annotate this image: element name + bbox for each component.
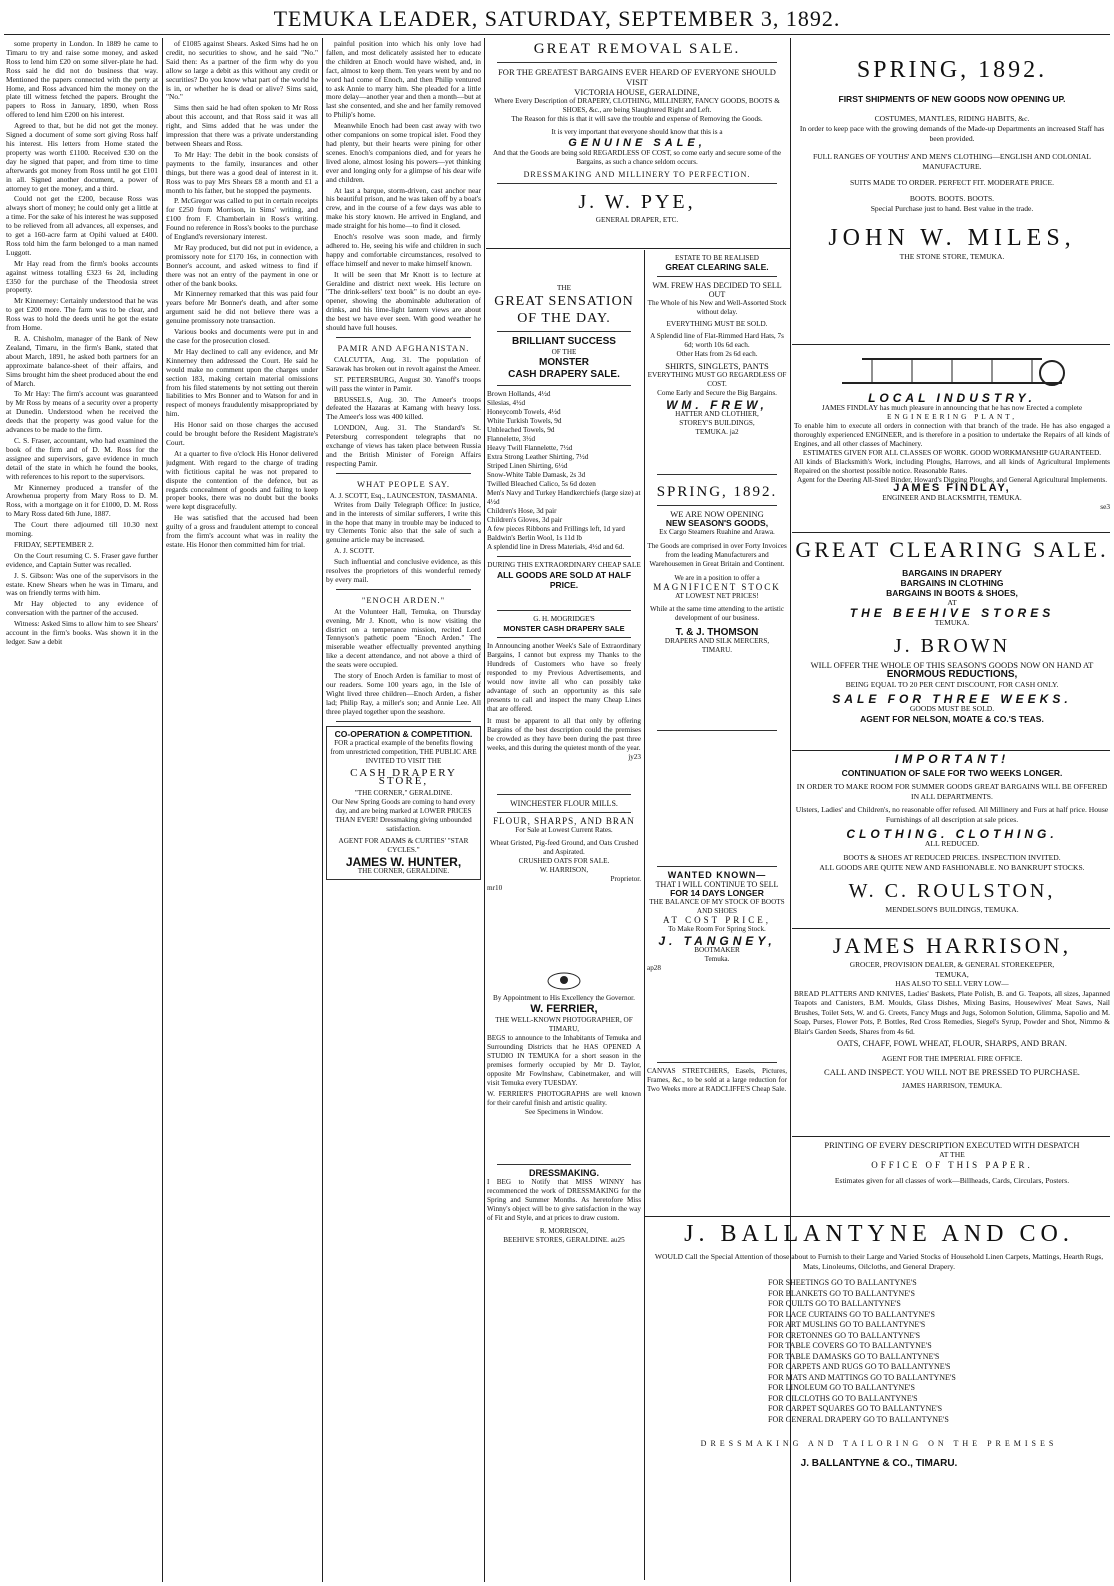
paragraph: ST. PETERSBURG, August 30. Yanoff's troops will pass the winter in Pamir.: [326, 374, 481, 393]
frew-l10: STOREY'S BUILDINGS,: [679, 419, 755, 427]
removal-l5: It is very important that everyone should know that this is a: [551, 128, 723, 136]
sensation-ad: [487, 254, 641, 604]
people-heading: WHAT PEOPLE SAY.: [356, 478, 451, 489]
findlay-ad: [794, 348, 1110, 528]
paragraph: To Mr Hay: The firm's account was guaranteed by Mr Ross by means of a security over a property at Dunedin. Understood when he received the deeds that the property was good value for the advances to be made to the firm.: [6, 389, 158, 435]
brown-store: THE BEEHIVE STORES: [849, 606, 1055, 620]
frew-l11: TEMUKA. ja2: [695, 428, 739, 436]
frew-l7: EVERYTHING MUST GO REGARDLESS OF COST.: [647, 371, 787, 388]
findlay-code: se3: [1100, 502, 1110, 511]
miles-sub: THE STONE STORE, TEMUKA.: [899, 252, 1005, 261]
ballantyne-list-item: FOR TABLE DAMASKS GO TO BALLANTYNE'S: [768, 1351, 940, 1361]
royal-crest-icon: [544, 969, 584, 991]
harrison-l3: HAS ALSO TO SELL VERY LOW—: [895, 979, 1009, 988]
coop-title: CO-OPERATION & COMPETITION.: [334, 728, 473, 739]
winchester-title: WINCHESTER FLOUR MILLS.: [510, 799, 618, 808]
paragraph: Such influential and conclusive evidence, as this resolves the proprietors of this wonderful remedy by every mail.: [326, 557, 481, 584]
coop-cash: CASH DRAPERY STORE,: [350, 766, 457, 788]
paragraph: Sims then said he had often spoken to Mr Ross about this account, and that Ross said it was all right, and Sims added that he was under the impression that there was a private understanding between Shears and Ross.: [166, 103, 318, 148]
paragraph: FRIDAY, SEPTEMBER 2.: [14, 539, 94, 549]
brown-b1: BARGAINS IN DRAPERY: [902, 568, 1002, 578]
divider-rule: [792, 344, 1110, 345]
frew-name: WM. FREW,: [666, 398, 768, 412]
thomson-title: SPRING, 1892.: [656, 484, 778, 500]
price-list-item: Men's Navy and Turkey Handkerchiefs (large size) at 4½d: [487, 489, 641, 506]
tangney-name: J. TANGNEY,: [658, 934, 776, 948]
price-list-item: White Turkish Towels, 9d: [487, 417, 562, 425]
divider-rule: [792, 750, 1110, 751]
findlay-l4: ESTIMATES GIVEN FOR ALL CLASSES OF WORK. GOOD WORKMANSHIP GUARANTEED.: [802, 448, 1102, 457]
price-list-item: Brown Hollands, 4½d: [487, 390, 551, 398]
ballantyne-sub: J. BALLANTYNE & CO., TIMARU.: [800, 1458, 958, 1469]
divider: [336, 337, 471, 338]
harrison-name: JAMES HARRISON,: [832, 933, 1072, 958]
price-list-item: Striped Linen Shirting, 6½d: [487, 462, 568, 470]
removal-name: J. W. PYE,: [578, 191, 696, 213]
price-list-item: A few pieces Ribbons and Frillings left, 1d yard: [487, 525, 625, 533]
price-list-item: Honeycomb Towels, 4½d: [487, 408, 561, 416]
paragraph: Mr Ray produced, but did not put in evidence, a promissory note for £170 16s, in connection with Bonner's account, and asked witness to find if there was not an entry of the payment in one or other of the bank books.: [166, 242, 318, 288]
divider: [657, 276, 777, 277]
printing-l3: OFFICE OF THIS PAPER.: [871, 1160, 1033, 1170]
price-list-item: Unbleached Towels, 9d: [487, 426, 555, 434]
ballantyne-list-item: FOR SHEETINGS GO TO BALLANTYNE'S: [768, 1278, 917, 1287]
news-column-1: [6, 40, 158, 1580]
paragraph: On the Court resuming C. S. Fraser gave further evidence, and Captain Sutter was recalled.: [6, 550, 158, 569]
tangney-l3: THE BALANCE OF MY STOCK OF BOOTS AND SHOES: [649, 898, 785, 915]
paragraph: Mr Kinnerney remarked that this was paid four years before Mr Bonner's death, and after some argument said he did not believe there was a genuine promissory note transaction.: [166, 289, 318, 326]
ballantyne-list-item: FOR CARPETS AND RUGS GO TO BALLANTYNE'S: [768, 1362, 951, 1371]
news-column-3: [326, 40, 481, 1580]
winchester-role: Proprietor.: [610, 875, 641, 883]
divider: [336, 589, 471, 590]
winchester-name: W. HARRISON,: [539, 866, 589, 874]
divider: [657, 1062, 777, 1063]
sensation-title: GREAT SENSATION OF THE DAY.: [494, 294, 634, 326]
ferrier-appt: By Appointment to His Excellency the Governor.: [493, 994, 635, 1002]
miles-l4: FULL RANGES OF YOUTHS' AND MEN'S CLOTHING—ENGLISH AND COLONIAL MANUFACTURE.: [812, 152, 1092, 171]
people-sub: A. J. SCOTT, Esq., LAUNCESTON, TASMANIA.: [329, 491, 478, 500]
ballantyne-list-item: FOR CRETONNES GO TO BALLANTYNE'S: [768, 1330, 921, 1340]
miles-ad: [794, 40, 1110, 340]
coop-addr: THE CORNER, GERALDINE.: [357, 867, 450, 876]
thomson-l3: Ex Cargo Steamers Ruahine and Arawa.: [659, 528, 775, 536]
miles-l6: BOOTS. BOOTS. BOOTS.: [909, 194, 995, 203]
harrison-l5: OATS, CHAFF, FOWL WHEAT, FLOUR, SHARPS, AND BRAN.: [837, 1038, 1067, 1048]
mogridge-sale: MONSTER CASH DRAPERY SALE: [503, 624, 625, 633]
divider: [497, 62, 777, 63]
harrison-l4: BREAD PLATTERS AND KNIVES, Ladies' Baskets, Plate Polish, B. and G. Teapots, all sizes, Japanned Teapots and Canisters, B.M. Moulds, Glass Dishes, Mixing Basins, Housewives' Meat Saws, Nail Brushes, Toilet Sets, W. and G. Creets, Fancy Mugs and Jugs, Solomon Solution, Glimma, Sapolio and M. Soap, Purses, Flower Pots, P. Bottles, Red Cross Remedies, Siegel's Syrup, Powder and Shot, Nimmo & Blair's Garden Seeds, Shares from 4s 6d.: [794, 988, 1110, 1036]
removal-ad: [487, 40, 787, 246]
frew-l4: A Splendid line of Flat-Rimmed Hard Hats, 7s 6d; worth 10s 6d each.: [650, 332, 784, 349]
news-column-2: [166, 40, 318, 1580]
canvas-text: CANVAS STRETCHERS, Easels, Pictures, Frames, &c., to be sold at a large reduction for Two Weeks more at RADCLIFFE'S Cheap Sale.: [647, 1067, 787, 1093]
paragraph: R. A. Chisholm, manager of the Bank of New Zealand, Timaru, in the firm's Bank, stated that about March, 1891, he asked both partners for an approximate balance-sheet of their affairs, and Sims brought him the sheet produced about the end of March.: [6, 334, 158, 388]
ferrier-see: See Specimens in Window.: [524, 1108, 604, 1116]
coop-ad: [326, 726, 481, 881]
brown-ad: [794, 536, 1110, 746]
findlay-l3: To enable him to execute all orders in connection with that branch of the trade. He has also engaged a thoroughly experienced ENGINEER, and is therefore in a position to undertake the Repairs of all kinds of Engines, and all other classes of Machinery.: [794, 421, 1110, 448]
ballantyne-ad: [648, 1220, 1110, 1580]
removal-title: GREAT REMOVAL SALE.: [533, 41, 741, 57]
paragraph: Mr Kinnerney: Certainly understood that he was to get £200 more. The farm was to be clear, and Ross was to hold the deeds until he got the estate from Home.: [6, 296, 158, 333]
printing-l4: Estimates given for all classes of work—Billheads, Cards, Circulars, Posters.: [834, 1176, 1070, 1185]
paragraph: Witness: Asked Sims to allow him to see Shears' account in the firm's books. Was shown it in the ledger. Saw a debit: [6, 619, 158, 646]
frew-l2: The Whole of his New and Well-Assorted Stock without delay.: [647, 299, 787, 316]
paragraph: CALCUTTA, Aug. 31. The population of Sarawak has broken out in revolt against the Ameer.: [326, 354, 481, 373]
divider: [497, 610, 631, 611]
printing-l1: PRINTING OF EVERY DESCRIPTION EXECUTED WITH DESPATCH: [824, 1140, 1080, 1150]
ballantyne-list-item: FOR BLANKETS GO TO BALLANTYNE'S: [768, 1288, 915, 1298]
findlay-l6: Agent for the Deering All-Steel Binder, Howard's Digging Ploughs, and General Agricultural Implements.: [796, 475, 1108, 484]
frew-l8: Come Early and Secure the Big Bargains.: [657, 389, 777, 397]
roulston-l2: IN ORDER TO MAKE ROOM FOR SUMMER GOODS GREAT BARGAINS WILL BE OFFERED IN ALL DEPARTMENTS.: [796, 782, 1108, 801]
frew-head: ESTATE TO BE REALISED: [674, 254, 759, 262]
thomson-name: T. & J. THOMSON: [675, 627, 759, 638]
removal-l1: FOR THE GREATEST BARGAINS EVER HEARD OF EVERYONE SHOULD VISIT: [498, 67, 776, 87]
sensation-cash: CASH DRAPERY SALE.: [508, 369, 620, 380]
thomson-ad: [647, 470, 787, 720]
miles-l7: Special Purchase just to hand. Best value in the trade.: [870, 204, 1034, 213]
coop-agent: AGENT FOR ADAMS & CURTIES' "STAR CYCLES.": [338, 837, 469, 855]
frew-l1: WM. FREW HAS DECIDED TO SELL OUT: [652, 281, 782, 299]
roulston-ad: [794, 754, 1110, 924]
paragraph: Meanwhile Enoch had been cast away with two other companions on some tropical islet. Food they had plenty, but their hearts were pining for other scenes. Enoch's companions died, and for years he lived alone, almost losing his powers—yet thinking ever and longing only for a glimpse of his dear wife and children.: [326, 121, 481, 184]
divider: [497, 331, 631, 332]
ferrier-ad: [487, 966, 641, 1158]
coop-text: FOR a practical example of the benefits flowing from unrestricted competition, THE PUBLIC ARE INVITED TO VISIT THE: [330, 738, 477, 765]
mogridge-body: In Announcing another Week's Sale of Extraordinary Bargains, I cannot but express my Thanks to the Hundreds of Customers who have so freely responded to my Previous Advertisements, and would now invite all who can possibly take advantage of such an opportunity as this sale presents to call and inspect the many Cheap Lines that are offered.: [487, 642, 641, 713]
paragraph: A. J. SCOTT.: [334, 546, 375, 556]
price-list-item: Baldwin's Berlin Wool, 1s 11d lb: [487, 534, 582, 542]
price-list-item: Extra Strong Leather Shirting, 7½d: [487, 453, 589, 461]
removal-l6: And that the Goods are being sold REGARDLESS OF COST, so come early and secure some of the Bargains, as such a chance seldom occurs.: [492, 149, 782, 166]
tangney-l2: FOR 14 DAYS LONGER: [670, 888, 764, 898]
divider: [657, 866, 777, 867]
winchester-l4: CRUSHED OATS FOR SALE.: [518, 857, 610, 865]
sensation-brilliant: BRILLIANT SUCCESS: [512, 336, 616, 347]
ballantyne-list-item: FOR TABLE COVERS GO TO BALLANTYNE'S: [768, 1341, 932, 1350]
sensation-during: DURING THIS EXTRAORDINARY CHEAP SALE: [487, 561, 641, 569]
harrison-ad: [794, 932, 1110, 1132]
brown-at: AT: [947, 598, 957, 607]
frew-l6: SHIRTS, SINGLETS, PANTS: [665, 361, 769, 371]
price-list-item: Heavy Twill Flannelette, 7½d: [487, 444, 573, 452]
brown-l6: AGENT FOR NELSON, MOATE & CO.'S TEAS.: [860, 714, 1044, 724]
paragraph: BRUSSELS, Aug. 30. The Ameer's troops defeated the Hazaras at Kamang with heavy loss. The Ameer's loss was 400 killed.: [326, 394, 481, 422]
price-list-item: Snow-White Table Damask, 2s 3d: [487, 471, 586, 479]
ballantyne-l2: DRESSMAKING AND TAILORING ON THE PREMISES: [700, 1439, 1058, 1448]
frew-l3: EVERYTHING MUST BE SOLD.: [666, 320, 768, 328]
divider: [497, 812, 631, 813]
paragraph: C. S. Fraser, accountant, who had examined the book of the firm and of D. M. Ross for the assignee and supervisors, gave evidence in much detail of the state in which he found the books, with references to his report to the supervisors.: [6, 435, 158, 481]
roulston-name: W. C. ROULSTON,: [848, 880, 1056, 902]
divider: [497, 556, 631, 557]
price-list-item: Children's Hose, 3d pair: [487, 507, 557, 515]
divider-rule: [792, 928, 1110, 929]
roulston-l6: BOOTS & SHOES AT REDUCED PRICES. INSPECTION INVITED.: [843, 853, 1061, 862]
ferrier-photos: W. FERRIER'S PHOTOGRAPHS are well known for their careful finish and artistic quality.: [487, 1090, 641, 1107]
paragraph: Various books and documents were put in and the case for the prosecution closed.: [166, 327, 318, 345]
miles-name: JOHN W. MILES,: [828, 225, 1076, 251]
paragraph: Mr Hay read from the firm's books accounts against witness totalling £323 6s 2d, including £350 for the purchase of the Theodosia street property.: [6, 258, 158, 295]
divider: [336, 721, 471, 722]
sensation-monster: MONSTER: [539, 357, 589, 368]
ballantyne-list-item: FOR OILCLOTHS GO TO BALLANTYNE'S: [768, 1393, 918, 1403]
mogridge-ad: [487, 606, 641, 786]
mogridge-body2: It must be apparent to all that only by offering Bargains of the best description could the premises be crowded as they have been during the past three weeks, and this during the quietest month of the year.: [487, 717, 641, 752]
thomson-l10: TIMARU.: [701, 646, 733, 654]
miles-l1: FIRST SHIPMENTS OF NEW GOODS NOW OPENING UP.: [838, 94, 1066, 104]
harrison-l7: CALL AND INSPECT. YOU WILL NOT BE PRESSED TO PURCHASE.: [824, 1067, 1080, 1077]
paragraph: It will be seen that Mr Knott is to lecture at Geraldine and district next week. His lecture on "The drink-sellers' text book" is no doubt an eye-opener, showing the abominable adulteration of drinks, and his lime-light lantern views are about the best we have ever seen. With good weather he should have full houses.: [326, 269, 481, 333]
findlay-l1: JAMES FINDLAY has much pleasure in announcing that he has now Erected a complete: [821, 403, 1083, 412]
ballantyne-list-item: FOR MATS AND MATTINGS GO TO BALLANTYNE'S: [768, 1372, 956, 1382]
canvas-ad: [647, 1058, 787, 1118]
harrison-l8: JAMES HARRISON, TEMUKA.: [901, 1080, 1003, 1090]
price-list-item: Silesias, 4½d: [487, 399, 526, 407]
paragraph: At last a barque, storm-driven, cast anchor near his beautiful prison, and he was taken off by a boat's crew, and in the course of a few days was able to make his story known. He arrived in England, and made straight for his home—to find it closed.: [326, 185, 481, 231]
tangney-l1: THAT I WILL CONTINUE TO SELL: [655, 880, 779, 889]
ballantyne-name: J. BALLANTYNE AND CO.: [684, 1221, 1074, 1247]
divider: [497, 183, 777, 184]
ballantyne-list-item: FOR CARPET SQUARES GO TO BALLANTYNE'S: [768, 1404, 943, 1413]
thomson-l1: WE ARE NOW OPENING: [670, 509, 764, 519]
coop-body: Our New Spring Goods are coming to hand every day, and are being marked at LOWER PRICES THAN EVER! Dressmaking giving unbounded satisfaction.: [332, 798, 475, 834]
tangney-ad: [647, 862, 787, 1052]
paragraph: The story of Enoch Arden is familiar to most of our readers. Some 100 years ago, in the Isle of Wight lived three children—Enoch Arden, a fisher lad; Philip Ray, a miller's son; and Annie Lee. All three played together upon the seashore.: [326, 671, 481, 716]
divider-rule: [486, 248, 790, 249]
removal-l7: DRESSMAKING AND MILLINERY TO PERFECTION.: [523, 170, 751, 179]
mogridge-name: G. H. MOGRIDGE'S: [533, 615, 595, 623]
ballantyne-list: [768, 1278, 1110, 1425]
paragraph: At a quarter to five o'clock His Honor delivered judgment. With regard to the charge of trading with fictitious capital he was not prepared to dispute the contention of the defence, but as regards concealment of goods and failing to keep proper books, there was no doubt but the books were kept disgracefully.: [166, 448, 318, 512]
divider: [497, 794, 631, 795]
tangney-code: ap28: [647, 964, 661, 972]
ferrier-name: W. FERRIER,: [530, 1003, 598, 1015]
sensation-of: OF THE: [551, 348, 577, 356]
paragraph: Mr Kinnerney produced a transfer of the Arowhenua property from Mary Ross to D. M. Ross, with a mortgage on it for £1000, D. M. Ross to Mary Ross dated 6th June, 1887.: [6, 482, 158, 519]
price-list-item: Children's Gloves, 3d pair: [487, 516, 563, 524]
roulston-sub: MENDELSON'S BUILDINGS, TEMUKA.: [885, 905, 1019, 914]
divider: [657, 505, 777, 506]
enoch-heading: "ENOCH ARDEN.": [361, 594, 446, 605]
paragraph: Mr Hay objected to any evidence of conversation with the partner of the accused.: [6, 599, 158, 618]
divider: [657, 730, 777, 731]
removal-sub: GENERAL DRAPER, ETC.: [595, 216, 679, 224]
column-rule: [644, 250, 645, 1580]
price-list-item: Twilled Bleached Calico, 5s 6d dozen: [487, 480, 596, 488]
paragraph: of £1085 against Shears. Asked Sims had he on credit, no securities to show, and he said "No." Said then: As a partner of the firm why do you allow so large a debit as this without any credit or securities? Do you know what part of the world he is in, or whether he is dead or alive? Sims said, "No.": [166, 40, 318, 102]
frew-l9: HATTER AND CLOTHIER,: [675, 410, 759, 418]
brown-l5: GOODS MUST BE SOLD.: [909, 704, 995, 713]
ferrier-l1: THE WELL-KNOWN PHOTOGRAPHER, OF TIMARU,: [495, 1016, 633, 1033]
dressmaking-body: I BEG to Notify that MISS WINNY has recommenced the work of DRESSMAKING for the Spring and Summer Months. As heretofore Miss Winny's object will be to give satisfaction in the way of Fit and Style, and at prices to draw custom.: [487, 1178, 641, 1222]
paragraph: some property in London. In 1889 he came to Timaru to try and raise some money, and asked Ross to lend him £20 on some silver-plate he had. Ross said he did not do business that way. Mentioned the papers connected with the perty at Home, and Ross advanced him the money on the plate till witness fetched the papers. Brought the papers to Ross in January, 1890, when Ross offered to lend him £200 on his interest.: [6, 40, 158, 120]
divider: [336, 473, 471, 474]
price-list-item: Flannelette, 3½d: [487, 435, 536, 443]
masthead-rule: [4, 34, 1110, 35]
paragraph: Mr Hay declined to call any evidence, and Mr Kinnerney then addressed the Court. He said he would make no comment upon the charges under section 183, making certain material omissions from his filed statements by not setting out therein liabilities to Mrs Bonner and to Watson for and in respect of moneys fraudulently misappropriated by him.: [166, 346, 318, 419]
roulston-l7: ALL GOODS ARE QUITE NEW AND FASHIONABLE. NO BANKRUPT STOCKS.: [819, 863, 1085, 872]
dressmaking-title: DRESSMAKING.: [528, 1168, 599, 1178]
dressmaking-ad: [487, 1160, 641, 1280]
column-rule: [484, 38, 485, 1582]
thomson-l9: DRAPERS AND SILK MERCERS,: [664, 637, 770, 645]
paragraph: Agreed to that, but he did not get the money. Signed a document of some sort giving Ross half his interest. His letters from Home stated the property was worth £1100. Received £30 on the day he signed that paper, and from time to time afterwards got money from Ross until he got £101 in all. Signed another document, a power of attorney to get the money, and a third.: [6, 121, 158, 193]
pamir-heading: PAMIR AND AFGHANISTAN.: [337, 343, 470, 353]
ballantyne-list-item: FOR QUILTS GO TO BALLANTYNE'S: [768, 1299, 901, 1308]
brown-l3: BEING EQUAL TO 20 PER CENT DISCOUNT, FOR CASH ONLY.: [845, 680, 1059, 689]
paragraph: At the Volunteer Hall, Temuka, on Thursday evening, Mr J. Knott, who is now visiting the district on a temperance mission, recited Lord Tennyson's pathetic poem "Enoch Arden." The miserable weather effectually prevented anything like a decent attendance, and not above a third of the seats were occupied.: [326, 606, 481, 670]
roulston-l3: Ulsters, Ladies' and Children's, no reasonable offer refused. All Millinery and Furs at half price. House Furnishings of all description at sale prices.: [795, 805, 1109, 824]
frew-ad: [647, 254, 787, 464]
paragraph: Enoch's resolve was soon made, and firmly adhered to. He, seeing his wife and children in such happy and comfortable circumstances, resolved to efface himself and never to make himself known.: [326, 232, 481, 268]
harrison-l2: TEMUKA,: [935, 969, 969, 979]
roulston-l1: CONTINUATION OF SALE FOR TWO WEEKS LONGER.: [841, 768, 1063, 778]
findlay-sub: ENGINEER AND BLACKSMITH, TEMUKA.: [882, 493, 1022, 502]
harrison-l1: GROCER, PROVISION DEALER, & GENERAL STOREKEEPER,: [849, 960, 1055, 969]
ballantyne-list-item: FOR GENERAL DRAPERY GO TO BALLANTYNE'S: [768, 1414, 949, 1424]
sensation-half: ALL GOODS ARE SOLD AT HALF PRICE.: [496, 570, 632, 590]
paragraph: P. McGregor was called to put in certain receipts for £250 from Morrison, in Sims' writing, and £100 from F. Chamberlain in Ross's writing. Found no reference in Ross's books to the purchase of England's reversionary interest.: [166, 196, 318, 242]
thomson-l5: We are in a position to offer a: [674, 574, 760, 582]
tangney-l5: To Make Room For Spring Stock.: [668, 925, 766, 933]
ballantyne-list-item: FOR LACE CURTAINS GO TO BALLANTYNE'S: [768, 1309, 935, 1319]
thomson-l4: The Goods are comprised in over Forty Invoices from the leading Manufacturers and Warehousemen in Great Britain and Continent.: [647, 542, 787, 568]
ballantyne-list-item: FOR LINOLEUM GO TO BALLANTYNE'S: [768, 1383, 915, 1392]
ferrier-body: BEGS to announce to the Inhabitants of Temuka and Surrounding Districts that he HAS OPENED A STUDIO IN TEMUKA for a short season in the premises formerly occupied by Mr D. Taylor, opposite Mr Fowlnshaw, Cabinetmaker, and will visit Temuka every TUESDAY.: [487, 1034, 641, 1087]
winchester-l3: Wheat Gristed, Pig-feed Ground, and Oats Crushed and Aspirated.: [489, 839, 639, 856]
mccaskey-ad: [647, 726, 787, 856]
brown-name: J. BROWN: [893, 635, 1011, 657]
printing-l2: AT THE: [939, 1150, 965, 1159]
divider: [497, 385, 631, 386]
column-rule: [322, 38, 323, 1582]
divider-rule: [792, 532, 1110, 533]
price-list-item: A splendid line in Dress Materials, 4½d and 6d.: [487, 543, 625, 551]
thomson-l2: NEW SEASON'S GOODS,: [665, 518, 769, 528]
brown-l2: ENORMOUS REDUCTIONS,: [886, 669, 1018, 680]
miles-l5: SUITS MADE TO ORDER. PERFECT FIT. MODERATE PRICE.: [849, 178, 1055, 187]
roulston-l5: ALL REDUCED.: [924, 839, 980, 848]
printing-ad: [794, 1140, 1110, 1210]
roulston-title: IMPORTANT!: [894, 754, 1010, 766]
sensation-the: THE: [557, 284, 571, 292]
paragraph: The Court there adjourned till 10.30 next morning.: [6, 520, 158, 539]
brown-b3: BARGAINS IN BOOTS & SHOES,: [886, 588, 1018, 598]
frew-l5: Other Hats from 2s 6d each.: [676, 350, 758, 358]
removal-l3: Where Every Description of DRAPERY, CLOTHING, MILLINERY, FANCY GOODS, BOOTS & SHOES, &c., are being Slaughtered Right and Left.: [494, 97, 780, 114]
paragraph: J. S. Gibson: Was one of the supervisors in the estate. Knew Shears when he was in Timaru, and was on friendly terms with him.: [6, 570, 158, 598]
column-rule: [162, 38, 163, 1582]
mogridge-code: jy23: [628, 753, 641, 761]
findlay-l5: All kinds of Blacksmith's Work, including Ploughs, Harrows, and all kinds of Agricultural Implements Repaired on the shortest possible notice. Reasonable Rates.: [794, 457, 1110, 475]
dressmaking-addr: BEEHIVE STORES, GERALDINE. au25: [503, 1236, 625, 1244]
coop-name: JAMES W. HUNTER,: [345, 855, 462, 870]
brown-l4: SALE FOR THREE WEEKS.: [832, 692, 1072, 706]
divider: [497, 1164, 631, 1165]
paragraph: painful position into which his only love had fallen, and most delicately assisted her to educate the children at Enoch would have wished, and, in fact, almost to keep them. Ten years went by and no word had come of Enoch, and then Philip ventured to ask Annie to marry him. She pleaded for a little more delay—another year and then a month—but at last she consented, and she and her family removed to Philip's home.: [326, 40, 481, 120]
brown-l1: WILL OFFER THE WHOLE OF THIS SEASON'S GOODS NOW ON HAND AT: [810, 660, 1094, 670]
tangney-town: Temuka.: [704, 955, 730, 963]
frew-sale: GREAT CLEARING SALE.: [665, 262, 769, 272]
thomson-l6: MAGNIFICENT STOCK: [653, 582, 781, 592]
removal-l2: VICTORIA HOUSE, GERALDINE,: [574, 87, 700, 97]
removal-genuine: GENUINE SALE,: [568, 137, 706, 149]
ballantyne-l1: WOULD Call the Special Attention of those about to Furnish to their Large and Varied Stocks of Household Linen Carpets, Mattings, Hearth Rugs, Mats, Linoleums, Oilcloths, and General Drapery.: [654, 1252, 1104, 1271]
divider-rule: [644, 1216, 1110, 1217]
thomson-l7: AT LOWEST NET PRICES!: [675, 592, 759, 600]
tangney-role: BOOTMAKER: [694, 946, 740, 954]
brown-town: TEMUKA.: [934, 618, 970, 627]
brown-b2: BARGAINS IN CLOTHING: [900, 578, 1004, 588]
winchester-l2: For Sale at Lowest Current Rates.: [515, 826, 613, 834]
dressmaking-name: R. MORRISON,: [539, 1227, 589, 1235]
paragraph: Could not get the £200, because Ross was always short of money; he could only get a little at a time. For the sake of his interest he was supposed to be relieved from all advances, all expenses, and to get a 160-acre farm at Opihi valued at £400. Ross told him the farm belonged to a man named Luggott.: [6, 194, 158, 257]
tangney-title: WANTED KNOWN—: [667, 870, 767, 880]
miles-l3: In order to keep pace with the growing demands of the Made-up Departments an increased Staff has been provided.: [799, 124, 1105, 143]
paragraph: To Mr Hay: The debit in the book consists of payments to the family, insurances and other things, but there was a good deal of interest in it. Ross was to pay Mrs Shears £8 a month and £1 a month to his father, but he stopped the payments.: [166, 149, 318, 195]
paragraph: He was satisfied that the accused had been guilty of a gross and fraudulent attempt to conceal from the firm's account what was in reality the estate. His Honor then committed him for trial.: [166, 513, 318, 549]
removal-l4: The Reason for this is that it will save the trouble and expense of Removing the Goods.: [511, 115, 763, 123]
divider: [657, 474, 777, 475]
findlay-name: JAMES FINDLAY,: [893, 482, 1011, 494]
harrow-illustration-icon: [832, 351, 1072, 391]
winchester-ad: [487, 790, 641, 960]
masthead: TEMUKA LEADER, SATURDAY, SEPTEMBER 3, 1892.: [273, 6, 841, 31]
ballantyne-list-item: FOR ART MUSLINS GO TO BALLANTYNE'S: [768, 1320, 926, 1329]
coop-corner: "THE CORNER," GERALDINE.: [354, 789, 453, 798]
divider-rule: [792, 1136, 1110, 1137]
findlay-title: LOCAL INDUSTRY.: [868, 391, 1036, 405]
winchester-code: mr10: [487, 884, 503, 892]
paragraph: Writes from Daily Telegraph Office: In justice, and in the interests of similar sufferers, I write this in the hope that many in trouble may be induced to try Clements Tonic also that the sale of such a genuine article may be increased.: [326, 499, 481, 545]
thomson-l8: While at the same time attending to the artistic development of our business.: [649, 605, 785, 622]
brown-title: GREAT CLEARING SALE.: [795, 537, 1109, 562]
harrison-l6: AGENT FOR THE IMPERIAL FIRE OFFICE.: [881, 1053, 1023, 1063]
paragraph: His Honor said on those charges the accused could be brought before the Resident Magistrate's Court.: [166, 420, 318, 447]
paragraph: LONDON, Aug. 31. The Standard's St. Petersburg correspondent telegraphs that no exchange of views has taken place between Russia and the British Minister of Foreign Affairs respecting Pamir.: [326, 423, 481, 468]
roulston-l4: CLOTHING. CLOTHING.: [846, 827, 1058, 841]
miles-l2: COSTUMES, MANTLES, RIDING HABITS, &c.: [874, 114, 1030, 123]
findlay-l2: ENGINEERING PLANT,: [886, 412, 1018, 421]
winchester-l1: FLOUR, SHARPS, AND BRAN: [493, 816, 635, 826]
divider: [497, 637, 631, 638]
tangney-l4: AT COST PRICE,: [663, 915, 771, 925]
miles-title: SPRING, 1892.: [856, 57, 1048, 83]
